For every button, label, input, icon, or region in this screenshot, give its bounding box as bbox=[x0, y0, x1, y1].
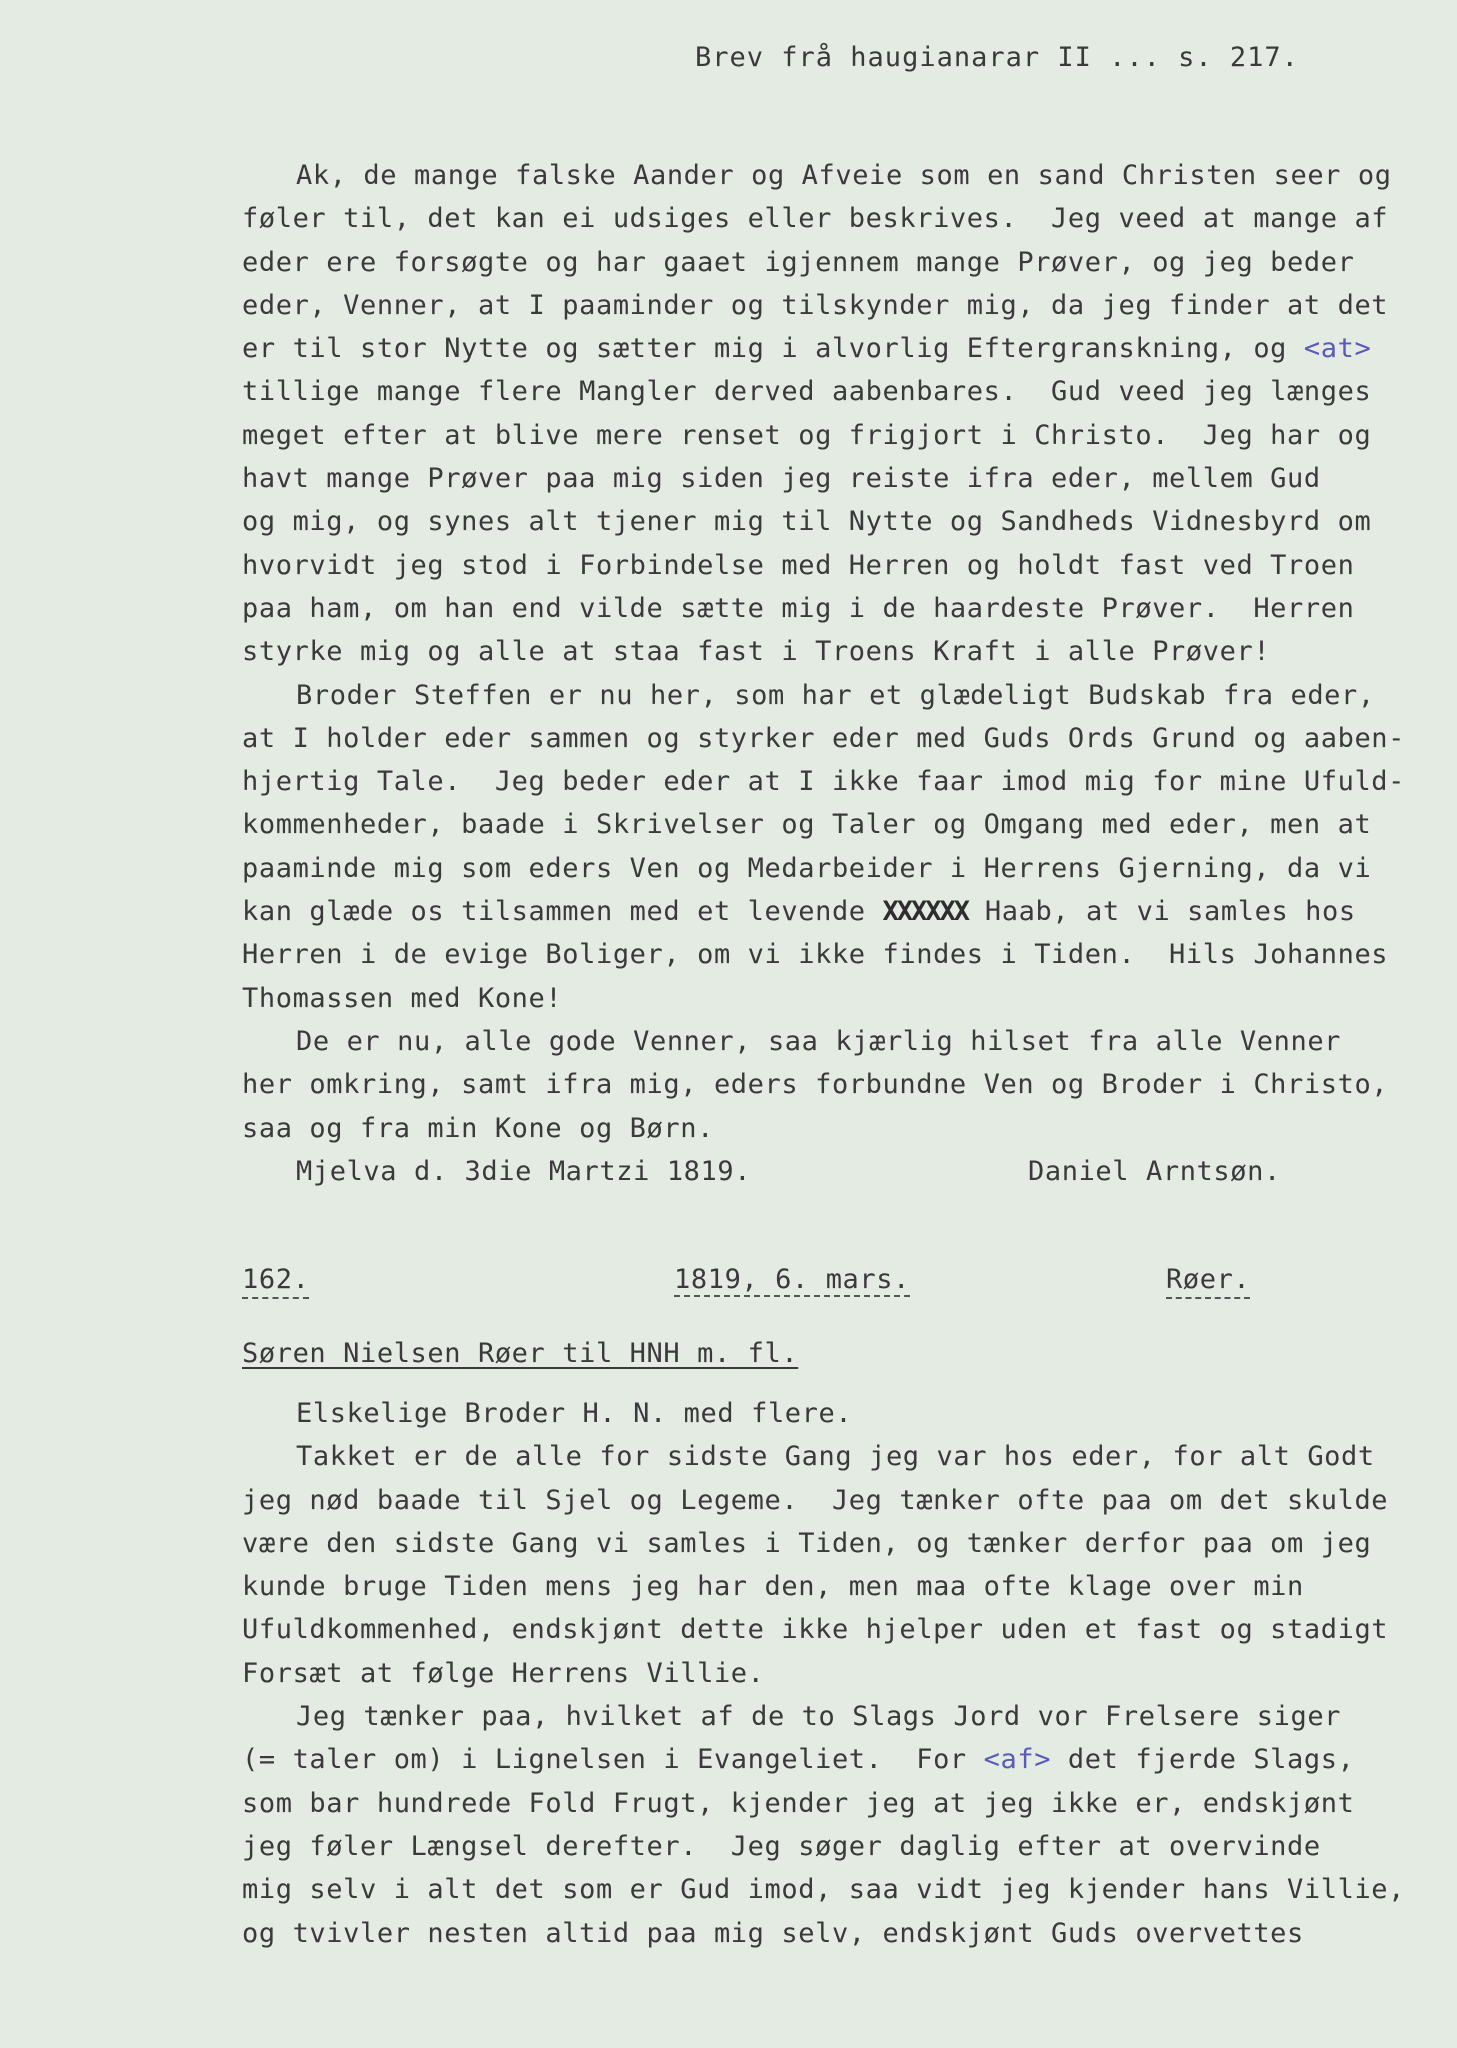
entry-heading bbox=[0, 1264, 1457, 1324]
text-line: Ufuldkommenhed, endskjønt dette ikke hjelper uden et fast og stadigt bbox=[242, 1614, 1389, 1646]
letter-body-1 bbox=[242, 154, 1442, 1193]
text-segment: Haab, at vi samles hos bbox=[968, 896, 1356, 928]
text-line: saa og fra min Kone og Børn. bbox=[242, 1112, 714, 1144]
editorial-insertion: <at> bbox=[1303, 333, 1372, 365]
text-line: som bar hundrede Fold Frugt, kjender jeg at jeg ikke er, endskjønt bbox=[242, 1787, 1355, 1819]
entry-number: 162. bbox=[242, 1264, 309, 1299]
text-line: tillige mange flere Mangler derved aabenbares. Gud veed jeg længes bbox=[242, 376, 1372, 408]
text-line: meget efter at blive mere renset og frigjort i Christo. Jeg har og bbox=[242, 419, 1372, 451]
text-line: Jeg tænker paa, hvilket af de to Slags Jord vor Frelsere siger bbox=[296, 1701, 1342, 1733]
text-line: og mig, og synes alt tjener mig til Nytte og Sandheds Vidnesbyrd om bbox=[242, 506, 1372, 538]
text-line bbox=[242, 890, 1442, 933]
text-line: Ak, de mange falske Aander og Afveie som en sand Christen seer og bbox=[296, 160, 1392, 191]
text-line: Thomassen med Kone! bbox=[242, 982, 563, 1014]
text-line: Forsæt at følge Herrens Villie. bbox=[242, 1657, 765, 1689]
place-date: Mjelva d. 3die Martzi 1819. bbox=[296, 1155, 752, 1187]
text-line: være den sidste Gang vi samles i Tiden, og tænker derfor paa om jeg bbox=[242, 1527, 1372, 1559]
text-line: her omkring, samt ifra mig, eders forbundne Ven og Broder i Christo, bbox=[242, 1069, 1389, 1101]
letter-body-2 bbox=[242, 1392, 1442, 1955]
text-line bbox=[242, 1738, 1442, 1781]
text-line: paa ham, om han end vilde sætte mig i de haardeste Prøver. Herren bbox=[242, 592, 1355, 624]
text-line: jeg føler Længsel derefter. Jeg søger daglig efter at overvinde bbox=[242, 1830, 1321, 1862]
text-line: og tvivler nesten altid paa mig selv, endskjønt Guds overvettes bbox=[242, 1917, 1304, 1949]
entry-place: Røer. bbox=[1166, 1264, 1250, 1299]
text-line: eder ere forsøgte og har gaaet igjennem mange Prøver, og jeg beder bbox=[242, 246, 1355, 278]
text-line: at I holder eder sammen og styrker eder med Guds Ords Grund og aaben- bbox=[242, 722, 1406, 754]
text-line: hjertig Tale. Jeg beder eder at I ikke faar imod mig for mine Ufuld- bbox=[242, 766, 1406, 798]
text-line: Takket er de alle for sidste Gang jeg var hos eder, for alt Godt bbox=[296, 1441, 1375, 1473]
text-line: paaminde mig som eders Ven og Medarbeider i Herrens Gjerning, da vi bbox=[242, 852, 1372, 884]
text-line bbox=[242, 327, 1442, 370]
closing-row bbox=[242, 1150, 1442, 1193]
text-line: mig selv i alt det som er Gud imod, saa vidt jeg kjender hans Villie, bbox=[242, 1874, 1406, 1906]
text-segment: det fjerde Slags, bbox=[1051, 1744, 1355, 1776]
text-line: eder, Venner, at I paaminder og tilskynder mig, da jeg finder at det bbox=[242, 289, 1389, 321]
text-line: føler til, det kan ei udsiges eller beskrives. Jeg veed at mange af bbox=[242, 203, 1389, 235]
entry-date: 1819, 6. mars. bbox=[674, 1264, 910, 1295]
text-line: Elskelige Broder H. N. med flere. bbox=[296, 1398, 853, 1429]
text-line: De er nu, alle gode Venner, saa kjærlig hilset fra alle Venner bbox=[296, 1025, 1342, 1057]
text-line: Broder Steffen er nu her, som har et glædeligt Budskab fra eder, bbox=[296, 679, 1375, 711]
text-line: hvorvidt jeg stod i Forbindelse med Herren og holdt fast ved Troen bbox=[242, 549, 1355, 581]
text-line: kommenheder, baade i Skrivelser og Taler og Omgang med eder, men at bbox=[242, 809, 1372, 841]
entry-title: Søren Nielsen Røer til HNH m. fl. bbox=[242, 1338, 799, 1369]
editorial-insertion: <af> bbox=[983, 1744, 1052, 1776]
text-segment: kan glæde os tilsammen med et levende bbox=[242, 896, 883, 928]
text-line: styrke mig og alle at staa fast i Troens Kraft i alle Prøver! bbox=[242, 636, 1271, 668]
text-segment: er til stor Nytte og sætter mig i alvorlig Eftergranskning, og bbox=[242, 333, 1304, 365]
text-line: kunde bruge Tiden mens jeg har den, men maa ofte klage over min bbox=[242, 1571, 1304, 1603]
struck-out-word: XXXXXX bbox=[882, 896, 969, 928]
text-segment: (= taler om) i Lignelsen i Evangeliet. For bbox=[242, 1744, 984, 1776]
text-line: havt mange Prøver paa mig siden jeg reiste ifra eder, mellem Gud bbox=[242, 463, 1321, 495]
text-line: Herren i de evige Boliger, om vi ikke findes i Tiden. Hils Johannes bbox=[242, 939, 1389, 971]
page-header: Brev frå haugianarar II ... s. 217. bbox=[695, 42, 1299, 73]
text-line: jeg nød baade til Sjel og Legeme. Jeg tænker ofte paa om det skulde bbox=[242, 1484, 1389, 1516]
signature: Daniel Arntsøn. bbox=[1028, 1155, 1281, 1187]
